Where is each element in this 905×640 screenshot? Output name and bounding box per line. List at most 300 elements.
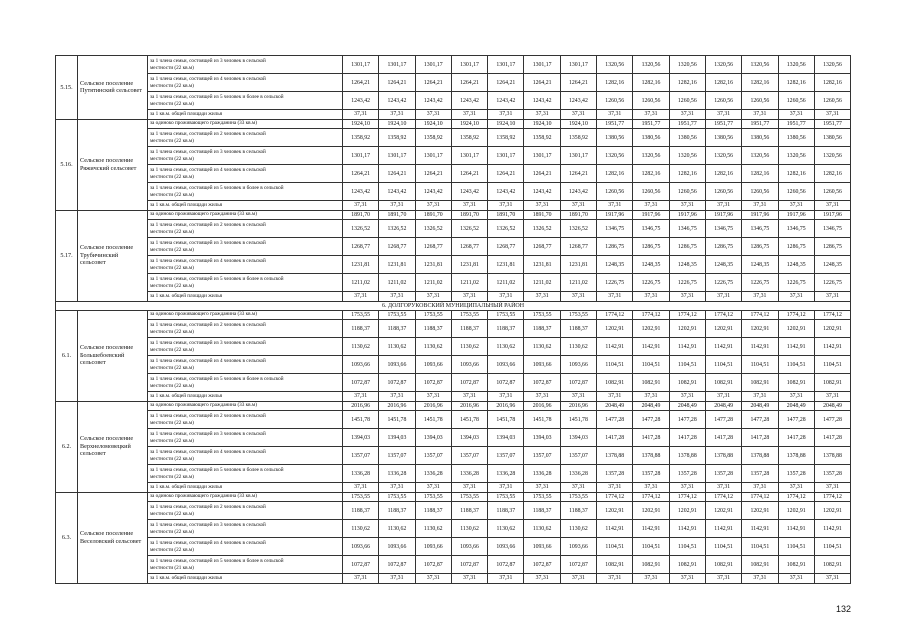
rate-description-line: местности (22 кв.м) (150, 64, 194, 71)
value-cell: 1082,91 (742, 556, 778, 574)
value-cell: 1951,77 (597, 119, 633, 129)
value-cell: 37,31 (524, 392, 560, 402)
table-row (56, 220, 851, 238)
settlement-name: Сельское поселение Верхнеломовецкий сельсовет (78, 401, 148, 492)
value-cell: 1142,91 (633, 520, 669, 538)
value-cell: 1394,03 (488, 429, 524, 447)
rate-description-line: за 1 члена семьи, состоящей из 5 человек и более в сельской (150, 375, 284, 382)
value-cell: 37,31 (814, 392, 850, 402)
value-cell: 1282,16 (669, 74, 705, 92)
rate-description (148, 374, 343, 392)
value-cell: 1320,56 (705, 147, 741, 165)
value-cell: 1753,55 (343, 310, 379, 320)
value-cell: 1072,87 (451, 556, 487, 574)
value-cell: 1774,12 (633, 492, 669, 502)
value-cell: 1082,91 (778, 556, 814, 574)
value-cell: 1072,87 (524, 556, 560, 574)
value-cell: 1082,91 (633, 374, 669, 392)
table-row (56, 201, 851, 211)
table-row (56, 238, 851, 256)
value-cell: 1477,28 (597, 411, 633, 429)
row-number: 6.3. (56, 492, 78, 583)
rate-description (148, 220, 343, 238)
value-cell: 1358,92 (488, 129, 524, 147)
rate-description (148, 110, 343, 120)
rate-description-line: за 1 кв.м. общей площади жилья (150, 574, 222, 581)
settlement-name: Сельское поселение Веселовский сельсовет (78, 492, 148, 583)
value-cell: 37,31 (415, 483, 451, 493)
table-row (56, 129, 851, 147)
value-cell: 1211,02 (560, 274, 596, 292)
table-row (56, 447, 851, 465)
value-cell: 1380,56 (742, 129, 778, 147)
table-row (56, 56, 851, 74)
rate-description (148, 74, 343, 92)
value-cell: 1346,75 (814, 220, 850, 238)
value-cell: 37,31 (633, 110, 669, 120)
value-cell: 37,31 (597, 110, 633, 120)
value-cell: 1188,37 (451, 320, 487, 338)
value-cell: 1142,91 (597, 338, 633, 356)
value-cell: 37,31 (705, 483, 741, 493)
value-cell: 1336,28 (524, 465, 560, 483)
value-cell: 1320,56 (742, 56, 778, 74)
value-cell: 1231,81 (451, 256, 487, 274)
value-cell: 1357,28 (597, 465, 633, 483)
value-cell: 1417,28 (778, 429, 814, 447)
value-cell: 1417,28 (814, 429, 850, 447)
value-cell: 1282,16 (669, 165, 705, 183)
value-cell: 1226,75 (669, 274, 705, 292)
rate-description-line: за 1 члена семьи, состоящей из 2 человек в сельской (150, 130, 266, 137)
value-cell: 37,31 (379, 574, 415, 584)
rate-description-line: местности (21 кв.м) (150, 564, 194, 571)
rate-description-line: за 1 кв.м. общей площади жилья (150, 483, 222, 490)
value-cell: 1378,88 (778, 447, 814, 465)
value-cell: 37,31 (633, 392, 669, 402)
value-cell: 1891,70 (488, 210, 524, 220)
value-cell: 1093,66 (379, 356, 415, 374)
value-cell: 1357,07 (560, 447, 596, 465)
value-cell: 1326,52 (343, 220, 379, 238)
value-cell: 1891,70 (560, 210, 596, 220)
rate-description (148, 447, 343, 465)
value-cell: 1753,55 (451, 310, 487, 320)
value-cell: 1394,03 (379, 429, 415, 447)
value-cell: 1231,81 (560, 256, 596, 274)
value-cell: 37,31 (669, 201, 705, 211)
row-number: 5.16. (56, 119, 78, 210)
rate-description-line: местности (22 кв.м) (150, 528, 194, 535)
value-cell: 1130,62 (524, 520, 560, 538)
value-cell: 1093,66 (415, 356, 451, 374)
rate-description-line: за 1 члена семьи, состоящей из 4 человек в сельской (150, 539, 266, 546)
value-cell: 1286,75 (814, 238, 850, 256)
value-cell: 1130,62 (524, 338, 560, 356)
value-cell: 1378,88 (705, 447, 741, 465)
table-row (56, 320, 851, 338)
value-cell: 1924,10 (488, 119, 524, 129)
value-cell: 1188,37 (379, 502, 415, 520)
rate-description (148, 129, 343, 147)
value-cell: 1264,21 (560, 165, 596, 183)
value-cell: 1477,28 (669, 411, 705, 429)
value-cell: 1326,52 (415, 220, 451, 238)
value-cell: 1336,28 (343, 465, 379, 483)
value-cell: 1202,91 (597, 502, 633, 520)
value-cell: 1753,55 (560, 310, 596, 320)
rate-description-line: за 1 члена семьи, состоящей из 4 человек в сельской (150, 257, 266, 264)
value-cell: 1072,87 (488, 374, 524, 392)
value-cell: 1774,12 (597, 492, 633, 502)
value-cell: 1451,78 (379, 411, 415, 429)
value-cell: 1320,56 (633, 147, 669, 165)
value-cell: 1211,02 (488, 274, 524, 292)
value-cell: 37,31 (778, 201, 814, 211)
value-cell: 1202,91 (705, 502, 741, 520)
table-row (56, 556, 851, 574)
value-cell: 1188,37 (379, 320, 415, 338)
value-cell: 37,31 (742, 201, 778, 211)
value-cell: 1417,28 (597, 429, 633, 447)
table-row (56, 74, 851, 92)
rate-description (148, 292, 343, 302)
value-cell: 1301,17 (343, 56, 379, 74)
value-cell: 37,31 (415, 110, 451, 120)
value-cell: 37,31 (705, 574, 741, 584)
value-cell: 1188,37 (451, 502, 487, 520)
value-cell: 1260,56 (669, 92, 705, 110)
value-cell: 37,31 (633, 483, 669, 493)
value-cell: 1260,56 (742, 183, 778, 201)
rate-description (148, 574, 343, 584)
rate-description-line: за одиноко проживающего гражданина (33 кв.м) (150, 120, 257, 127)
rate-description-line: за одиноко проживающего гражданина (33 кв.м) (150, 402, 257, 409)
value-cell: 1320,56 (597, 56, 633, 74)
value-cell: 1477,28 (742, 411, 778, 429)
value-cell: 1301,17 (415, 56, 451, 74)
value-cell: 37,31 (415, 574, 451, 584)
rate-description (148, 520, 343, 538)
value-cell: 37,31 (705, 110, 741, 120)
value-cell: 37,31 (742, 292, 778, 302)
value-cell: 2016,96 (415, 401, 451, 411)
value-cell: 2048,49 (669, 401, 705, 411)
value-cell: 1104,51 (778, 356, 814, 374)
value-cell: 1211,02 (451, 274, 487, 292)
value-cell: 1268,77 (415, 238, 451, 256)
value-cell: 1082,91 (669, 556, 705, 574)
rate-description-line: местности (22 кв.м) (150, 364, 194, 371)
table-row (56, 274, 851, 292)
value-cell: 1243,42 (488, 183, 524, 201)
rate-description (148, 483, 343, 493)
value-cell: 1268,77 (451, 238, 487, 256)
value-cell: 1260,56 (633, 92, 669, 110)
value-cell: 1753,55 (560, 492, 596, 502)
settlement-name: Сельское поселение Путятинский сельсовет (78, 56, 148, 120)
value-cell: 1346,75 (669, 220, 705, 238)
row-number: 5.17. (56, 210, 78, 301)
value-cell: 1226,75 (633, 274, 669, 292)
value-cell: 1104,51 (633, 356, 669, 374)
value-cell: 1072,87 (560, 374, 596, 392)
value-cell: 37,31 (451, 292, 487, 302)
value-cell: 1753,55 (379, 492, 415, 502)
table-row (56, 165, 851, 183)
value-cell: 1104,51 (705, 356, 741, 374)
value-cell: 1774,12 (742, 492, 778, 502)
value-cell: 1093,66 (560, 356, 596, 374)
rate-description-line: за 1 члена семьи, состоящей из 3 человек в сельской (150, 148, 266, 155)
value-cell: 1358,92 (524, 129, 560, 147)
value-cell: 1264,21 (560, 74, 596, 92)
value-cell: 1243,42 (451, 183, 487, 201)
value-cell: 1357,28 (705, 465, 741, 483)
rate-description (148, 338, 343, 356)
value-cell: 1226,75 (778, 274, 814, 292)
value-cell: 1264,21 (451, 74, 487, 92)
value-cell: 1130,62 (379, 520, 415, 538)
value-cell: 37,31 (597, 483, 633, 493)
value-cell: 1104,51 (778, 538, 814, 556)
value-cell: 1188,37 (415, 502, 451, 520)
value-cell: 37,31 (597, 201, 633, 211)
value-cell: 37,31 (742, 483, 778, 493)
value-cell: 1072,87 (488, 556, 524, 574)
value-cell: 1202,91 (778, 320, 814, 338)
rate-description-line: за 1 члена семьи, состоящей из 4 человек в сельской (150, 166, 266, 173)
value-cell: 1243,42 (560, 92, 596, 110)
value-cell: 1243,42 (524, 183, 560, 201)
value-cell: 1264,21 (415, 74, 451, 92)
value-cell: 37,31 (705, 392, 741, 402)
value-cell: 1774,12 (705, 310, 741, 320)
value-cell: 1188,37 (415, 320, 451, 338)
value-cell: 1417,28 (742, 429, 778, 447)
value-cell: 1202,91 (742, 502, 778, 520)
value-cell: 1260,56 (597, 92, 633, 110)
value-cell: 1917,96 (597, 210, 633, 220)
value-cell: 2048,49 (705, 401, 741, 411)
rate-description-line: местности (22 кв.м) (150, 437, 194, 444)
value-cell: 1357,28 (633, 465, 669, 483)
value-cell: 37,31 (524, 110, 560, 120)
rate-description-line: местности (22 кв.м) (150, 228, 194, 235)
value-cell: 1211,02 (379, 274, 415, 292)
value-cell: 1451,78 (560, 411, 596, 429)
rate-description-line: за 1 члена семьи, состоящей из 2 человек в сельской (150, 221, 266, 228)
settlement-name: Сельское поселение Трубичинский сельсовет (78, 210, 148, 301)
value-cell: 1282,16 (633, 165, 669, 183)
rate-description (148, 147, 343, 165)
rate-description-line: местности (22 кв.м) (150, 419, 194, 426)
value-cell: 1082,91 (778, 374, 814, 392)
rate-description-line: за 1 члена семьи, состоящей из 5 человек и более в сельской (150, 184, 284, 191)
value-cell: 37,31 (633, 292, 669, 302)
value-cell: 1378,88 (742, 447, 778, 465)
value-cell: 37,31 (451, 483, 487, 493)
rate-description-line: за 1 члена семьи, состоящей из 5 человек и более в сельской (150, 466, 284, 473)
table-row (56, 256, 851, 274)
value-cell: 1072,87 (343, 374, 379, 392)
value-cell: 37,31 (669, 292, 705, 302)
value-cell: 1268,77 (524, 238, 560, 256)
value-cell: 1891,70 (343, 210, 379, 220)
value-cell: 2048,49 (742, 401, 778, 411)
rate-description (148, 401, 343, 411)
rate-description (148, 210, 343, 220)
value-cell: 1231,81 (343, 256, 379, 274)
value-cell: 1104,51 (633, 538, 669, 556)
value-cell: 1082,91 (597, 556, 633, 574)
value-cell: 37,31 (379, 392, 415, 402)
value-cell: 1924,10 (415, 119, 451, 129)
value-cell: 1142,91 (778, 520, 814, 538)
value-cell: 1104,51 (814, 356, 850, 374)
value-cell: 1264,21 (343, 74, 379, 92)
value-cell: 1072,87 (415, 374, 451, 392)
value-cell: 1394,03 (343, 429, 379, 447)
value-cell: 1202,91 (633, 320, 669, 338)
table-row (56, 411, 851, 429)
rate-description-line: за 1 кв.м. общей площади жилья (150, 392, 222, 399)
rate-description (148, 356, 343, 374)
value-cell: 1104,51 (814, 538, 850, 556)
rate-description-line: местности (22 кв.м) (150, 546, 194, 553)
value-cell: 1188,37 (343, 320, 379, 338)
value-cell: 1346,75 (705, 220, 741, 238)
section-row (56, 301, 851, 310)
value-cell: 1891,70 (524, 210, 560, 220)
value-cell: 1753,55 (415, 492, 451, 502)
value-cell: 1357,28 (742, 465, 778, 483)
rate-description-line: за 1 кв.м. общей площади жилья (150, 201, 222, 208)
value-cell: 1477,28 (705, 411, 741, 429)
value-cell: 1357,07 (451, 447, 487, 465)
value-cell: 1774,12 (597, 310, 633, 320)
value-cell: 1951,77 (669, 119, 705, 129)
value-cell: 1753,55 (343, 492, 379, 502)
value-cell: 1188,37 (560, 502, 596, 520)
value-cell: 1477,28 (814, 411, 850, 429)
value-cell: 1072,87 (343, 556, 379, 574)
value-cell: 1093,66 (343, 356, 379, 374)
value-cell: 1243,42 (560, 183, 596, 201)
value-cell: 1072,87 (524, 374, 560, 392)
value-cell: 1774,12 (814, 310, 850, 320)
value-cell: 37,31 (343, 292, 379, 302)
value-cell: 1380,56 (669, 129, 705, 147)
value-cell: 1260,56 (669, 183, 705, 201)
value-cell: 1082,91 (633, 556, 669, 574)
value-cell: 37,31 (415, 392, 451, 402)
value-cell: 1072,87 (451, 374, 487, 392)
value-cell: 1264,21 (524, 165, 560, 183)
value-cell: 1142,91 (778, 338, 814, 356)
value-cell: 1326,52 (451, 220, 487, 238)
value-cell: 1226,75 (597, 274, 633, 292)
value-cell: 1202,91 (669, 320, 705, 338)
table-row (56, 374, 851, 392)
value-cell: 1917,96 (778, 210, 814, 220)
value-cell: 37,31 (451, 392, 487, 402)
settlement-name: Сельское поселение Ряжичский сельсовет (78, 119, 148, 210)
rate-description-line: местности (22 кв.м) (150, 282, 194, 289)
section-title: 6. ДОЛГОРУКОВСКИЙ МУНИЦИПАЛЬНЫЙ РАЙОН (56, 301, 851, 310)
value-cell: 1130,62 (379, 338, 415, 356)
value-cell: 1451,78 (343, 411, 379, 429)
rate-description-line: местности (22 кв.м) (150, 246, 194, 253)
value-cell: 1451,78 (451, 411, 487, 429)
value-cell: 1130,62 (415, 338, 451, 356)
value-cell: 1264,21 (488, 74, 524, 92)
rate-description-line: за 1 члена семьи, состоящей из 3 человек в сельской (150, 339, 266, 346)
value-cell: 1130,62 (488, 520, 524, 538)
settlement-name: Сельское поселение Большебоевский сельсовет (78, 310, 148, 401)
table-row (56, 210, 851, 220)
value-cell: 37,31 (814, 110, 850, 120)
value-cell: 2016,96 (451, 401, 487, 411)
rate-description (148, 92, 343, 110)
value-cell: 1093,66 (524, 356, 560, 374)
value-cell: 1301,17 (379, 147, 415, 165)
table-row (56, 538, 851, 556)
value-cell: 1358,92 (560, 129, 596, 147)
value-cell: 1142,91 (633, 338, 669, 356)
rate-description (148, 310, 343, 320)
value-cell: 37,31 (488, 292, 524, 302)
value-cell: 37,31 (379, 201, 415, 211)
value-cell: 1951,77 (742, 119, 778, 129)
rate-description (148, 465, 343, 483)
value-cell: 1394,03 (415, 429, 451, 447)
value-cell: 1320,56 (669, 147, 705, 165)
value-cell: 1301,17 (451, 56, 487, 74)
value-cell: 1346,75 (633, 220, 669, 238)
value-cell: 37,31 (488, 392, 524, 402)
value-cell: 1320,56 (705, 56, 741, 74)
value-cell: 1417,28 (669, 429, 705, 447)
rate-description-line: за 1 члена семьи, состоящей из 2 человек в сельской (150, 321, 266, 328)
value-cell: 1753,55 (524, 310, 560, 320)
value-cell: 1243,42 (415, 92, 451, 110)
table-row (56, 492, 851, 502)
rate-description-line: местности (22 кв.м) (150, 191, 194, 198)
table-row (56, 483, 851, 493)
rate-description (148, 320, 343, 338)
value-cell: 1264,21 (524, 74, 560, 92)
rate-description-line: местности (22 кв.м) (150, 328, 194, 335)
table-row (56, 183, 851, 201)
value-cell: 37,31 (814, 574, 850, 584)
value-cell: 1142,91 (669, 338, 705, 356)
value-cell: 1211,02 (524, 274, 560, 292)
value-cell: 37,31 (705, 292, 741, 302)
value-cell: 1951,77 (633, 119, 669, 129)
value-cell: 1320,56 (778, 56, 814, 74)
value-cell: 1282,16 (742, 165, 778, 183)
value-cell: 1243,42 (415, 183, 451, 201)
value-cell: 37,31 (778, 574, 814, 584)
value-cell: 2016,96 (379, 401, 415, 411)
value-cell: 1380,56 (778, 129, 814, 147)
value-cell: 1891,70 (451, 210, 487, 220)
value-cell: 1104,51 (597, 356, 633, 374)
value-cell: 1264,21 (415, 165, 451, 183)
value-cell: 1326,52 (524, 220, 560, 238)
rate-description-line: за одиноко проживающего гражданина (33 кв.м) (150, 311, 257, 318)
